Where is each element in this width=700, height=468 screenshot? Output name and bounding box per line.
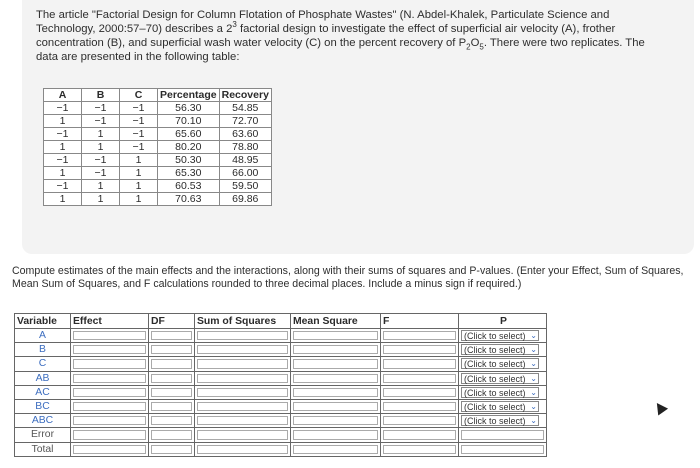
anova-row: [15, 329, 547, 343]
anova-row: [15, 399, 547, 413]
p-value-select[interactable]: [461, 330, 539, 341]
data-cell: −1: [44, 154, 82, 167]
p-value-select[interactable]: [461, 387, 539, 398]
intro-line-1: The article "Factorial Design for Column Flotation of Phosphate Wastes" (N. Abdel-Khalek, Particulate Science and: [36, 9, 610, 21]
data-cell: 65.60: [158, 128, 220, 141]
p-value-select[interactable]: [461, 358, 539, 369]
intro-text: factorial design to investigate the effect of superficial air velocity (A), frother: [236, 23, 616, 35]
intro-line-4: data are presented in the following table:: [36, 51, 240, 63]
mean-square-input[interactable]: [291, 371, 381, 385]
df-input[interactable]: [149, 414, 195, 428]
data-table-header: [44, 89, 272, 102]
effect-input[interactable]: [71, 329, 149, 343]
data-cell: 59.50: [219, 180, 271, 193]
data-cell: 1: [82, 180, 120, 193]
data-cell: −1: [44, 102, 82, 115]
p-value-select[interactable]: [461, 415, 539, 426]
sum-of-squares-input[interactable]: [195, 357, 291, 371]
effect-input[interactable]: [71, 385, 149, 399]
data-cell: 1: [44, 141, 82, 154]
data-cell: 60.53: [158, 180, 220, 193]
data-cell: 1: [120, 154, 158, 167]
data-cell: −1: [44, 128, 82, 141]
data-cell: −1: [120, 141, 158, 154]
variable-label: A: [15, 329, 71, 343]
anova-row: [15, 414, 547, 428]
header-c: C: [120, 89, 158, 102]
chevron-down-icon: ⌄: [530, 387, 537, 397]
data-row: [44, 154, 272, 167]
header-df: DF: [149, 314, 195, 329]
mean-square-input[interactable]: [291, 442, 381, 456]
anova-header: [15, 314, 547, 329]
effect-input[interactable]: [71, 399, 149, 413]
f-input[interactable]: [381, 329, 459, 343]
effect-input[interactable]: [71, 343, 149, 357]
header-effect: Effect: [71, 314, 149, 329]
p-value-cell: [459, 329, 547, 343]
recovery-data-table: [43, 88, 272, 206]
mean-square-input[interactable]: [291, 357, 381, 371]
select-label: (Click to select): [464, 331, 526, 342]
anova-row: [15, 357, 547, 371]
data-cell: −1: [44, 180, 82, 193]
df-input[interactable]: [149, 385, 195, 399]
effect-input[interactable]: [71, 371, 149, 385]
data-cell: 1: [120, 193, 158, 206]
header-f: F: [381, 314, 459, 329]
header-sum-of-squares: Sum of Squares: [195, 314, 291, 329]
df-input[interactable]: [149, 343, 195, 357]
header-percentage: Percentage: [158, 89, 220, 102]
p-value-cell: [459, 357, 547, 371]
effect-input[interactable]: [71, 357, 149, 371]
data-cell: 70.63: [158, 193, 220, 206]
anova-row: [15, 428, 547, 442]
mean-square-input[interactable]: [291, 385, 381, 399]
intro-line-3: [36, 36, 686, 50]
data-cell: 1: [82, 128, 120, 141]
effect-input[interactable]: [71, 428, 149, 442]
anova-row: [15, 385, 547, 399]
df-input[interactable]: [149, 329, 195, 343]
data-cell: 1: [82, 141, 120, 154]
data-cell: −1: [82, 154, 120, 167]
select-label: (Click to select): [464, 402, 526, 413]
df-input[interactable]: [149, 399, 195, 413]
variable-label: BC: [15, 399, 71, 413]
f-input[interactable]: [381, 442, 459, 456]
p-value-select[interactable]: [461, 344, 539, 355]
header-b: B: [82, 89, 120, 102]
select-label: (Click to select): [464, 359, 526, 370]
data-cell: −1: [82, 167, 120, 180]
data-cell: 54.85: [219, 102, 271, 115]
p-value-cell: [459, 414, 547, 428]
chevron-down-icon: ⌄: [530, 416, 537, 426]
chevron-down-icon: ⌄: [530, 359, 537, 369]
data-cell: 1: [44, 115, 82, 128]
data-cell: 1: [120, 167, 158, 180]
p-value-input[interactable]: [459, 442, 547, 456]
sum-of-squares-input[interactable]: [195, 343, 291, 357]
data-cell: 78.80: [219, 141, 271, 154]
data-cell: 70.10: [158, 115, 220, 128]
variable-label: AC: [15, 385, 71, 399]
data-row: [44, 141, 272, 154]
data-cell: −1: [120, 102, 158, 115]
data-cell: 56.30: [158, 102, 220, 115]
p-value-cell: [459, 343, 547, 357]
variable-label: ABC: [15, 414, 71, 428]
df-input[interactable]: [149, 442, 195, 456]
f-input[interactable]: [381, 371, 459, 385]
select-label: (Click to select): [464, 345, 526, 356]
f-input[interactable]: [381, 343, 459, 357]
data-cell: 1: [120, 180, 158, 193]
mean-square-input[interactable]: [291, 399, 381, 413]
data-row: [44, 128, 272, 141]
anova-row: [15, 371, 547, 385]
p-value-cell: [459, 385, 547, 399]
data-cell: 50.30: [158, 154, 220, 167]
df-input[interactable]: [149, 428, 195, 442]
subscript: 5: [479, 42, 484, 52]
anova-row: [15, 442, 547, 456]
effect-input[interactable]: [71, 442, 149, 456]
f-input[interactable]: [381, 385, 459, 399]
df-input[interactable]: [149, 357, 195, 371]
data-cell: 72.70: [219, 115, 271, 128]
data-row: [44, 167, 272, 180]
data-cell: 69.86: [219, 193, 271, 206]
f-input[interactable]: [381, 428, 459, 442]
header-p: P: [459, 314, 547, 329]
intro-text: concentration (B), and superficial wash water velocity (C) on the percent recovery of P: [36, 37, 467, 49]
select-label: (Click to select): [464, 416, 526, 427]
data-cell: −1: [82, 102, 120, 115]
chevron-down-icon: ⌄: [530, 373, 537, 383]
p-value-cell: [459, 399, 547, 413]
data-cell: −1: [120, 115, 158, 128]
select-label: (Click to select): [464, 387, 526, 398]
data-cell: 65.30: [158, 167, 220, 180]
data-cell: −1: [120, 128, 158, 141]
mean-square-input[interactable]: [291, 414, 381, 428]
exponent: 3: [232, 20, 237, 30]
problem-intro: [36, 8, 686, 64]
chevron-down-icon: ⌄: [530, 345, 537, 355]
question-text: Compute estimates of the main effects and the interactions, along with their sums of squares and P-values. (Enter your Effect, Sum of Squares, Mean Sum of Squares, and F calculations rounded to three decimal places. Include a minus sign if required.): [12, 265, 684, 290]
data-cell: 1: [82, 193, 120, 206]
sum-of-squares-input[interactable]: [195, 442, 291, 456]
subscript: 2: [466, 42, 471, 52]
sum-of-squares-input[interactable]: [195, 371, 291, 385]
select-label: (Click to select): [464, 373, 526, 384]
data-cell: 80.20: [158, 141, 220, 154]
data-cell: 66.00: [219, 167, 271, 180]
chevron-down-icon: ⌄: [530, 402, 537, 412]
f-input[interactable]: [381, 414, 459, 428]
p-value-cell: [459, 371, 547, 385]
variable-label: B: [15, 343, 71, 357]
data-row: [44, 180, 272, 193]
data-cell: 48.95: [219, 154, 271, 167]
p-value-input[interactable]: [459, 428, 547, 442]
mean-square-input[interactable]: [291, 428, 381, 442]
variable-label: C: [15, 357, 71, 371]
data-row: [44, 193, 272, 206]
chevron-down-icon: ⌄: [530, 331, 537, 341]
data-cell: 1: [44, 167, 82, 180]
header-variable: Variable: [15, 314, 71, 329]
sum-of-squares-input[interactable]: [195, 399, 291, 413]
p-value-select[interactable]: [461, 373, 539, 384]
sum-of-squares-input[interactable]: [195, 428, 291, 442]
header-mean-square: Mean Square: [291, 314, 381, 329]
mean-square-input[interactable]: [291, 343, 381, 357]
p-value-select[interactable]: [461, 401, 539, 412]
data-cell: 1: [44, 193, 82, 206]
intro-text: . There were two replicates. The: [483, 37, 645, 49]
intro-text: Technology, 2000:57–70) describes a 2: [36, 23, 233, 35]
effect-input[interactable]: [71, 414, 149, 428]
data-cell: 63.60: [219, 128, 271, 141]
data-row: [44, 102, 272, 115]
data-cell: −1: [82, 115, 120, 128]
anova-table: [14, 313, 547, 457]
anova-row: [15, 343, 547, 357]
variable-label: Total: [15, 442, 71, 456]
header-a: A: [44, 89, 82, 102]
header-recovery: Recovery: [219, 89, 271, 102]
sum-of-squares-input[interactable]: [195, 385, 291, 399]
variable-label: AB: [15, 371, 71, 385]
intro-text: O: [470, 37, 480, 49]
f-input[interactable]: [381, 357, 459, 371]
variable-label: Error: [15, 428, 71, 442]
mean-square-input[interactable]: [291, 329, 381, 343]
intro-line-2: [36, 22, 686, 36]
data-row: [44, 115, 272, 128]
df-input[interactable]: [149, 371, 195, 385]
f-input[interactable]: [381, 399, 459, 413]
sum-of-squares-input[interactable]: [195, 414, 291, 428]
sum-of-squares-input[interactable]: [195, 329, 291, 343]
